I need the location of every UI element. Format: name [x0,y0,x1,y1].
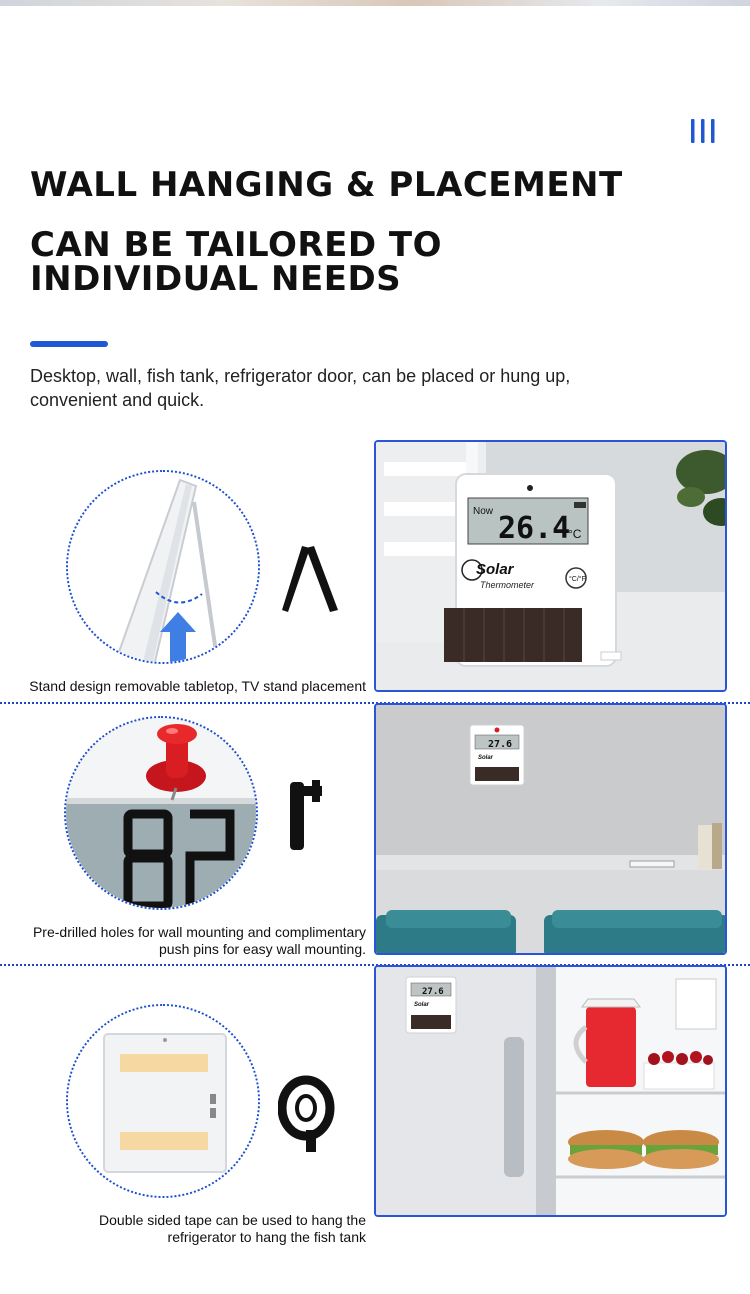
stand-icon [280,544,340,616]
caption-stand: Stand design removable tabletop, TV stand placement [29,678,366,694]
page-subtitle-line1: CAN BE TAILORED TO [30,225,442,265]
tape-closeup [66,1004,260,1198]
svg-text:Solar: Solar [478,755,494,761]
caption-push-pin-line2: push pins for easy wall mounting. [159,941,366,957]
lcd-unit: °C [568,527,582,541]
fridge-photo [374,965,727,1217]
device-subtitle: Thermometer [480,580,535,590]
caption-tape-line1: Double sided tape can be used to hang the [99,1212,366,1228]
tabletop-photo [374,440,727,692]
push-pin-icon [288,778,324,852]
wall-lcd-reading: 27.6 [488,739,513,750]
stand-closeup [66,470,260,664]
top-image-strip [0,0,750,6]
page-subtitle-line2: INDIVIDUAL NEEDS [30,259,402,299]
accent-bar [30,341,108,347]
push-pin-closeup [64,716,258,910]
caption-push-pin [33,924,366,958]
tape-roll-icon [278,1074,338,1154]
description: Desktop, wall, fish tank, refrigerator door, can be placed or hung up, convenient and quick. [30,366,571,410]
page-title: WALL HANGING & PLACEMENT [30,165,623,205]
lcd-now-label: Now [473,506,494,517]
caption-tape-line2: refrigerator to hang the fish tank [167,1229,366,1245]
svg-text:°C/°F: °C/°F [569,576,586,583]
lcd-reading: 26.4 [498,511,571,546]
fridge-lcd-reading: 27.6 [422,987,444,997]
caption-tape [99,1212,366,1246]
wall-photo [374,703,727,955]
caption-push-pin-line1: Pre-drilled holes for wall mounting and complimentary [32,924,366,940]
three-bars-icon [690,118,716,144]
device-brand: Solar [476,561,514,578]
svg-text:Solar: Solar [414,1002,430,1008]
